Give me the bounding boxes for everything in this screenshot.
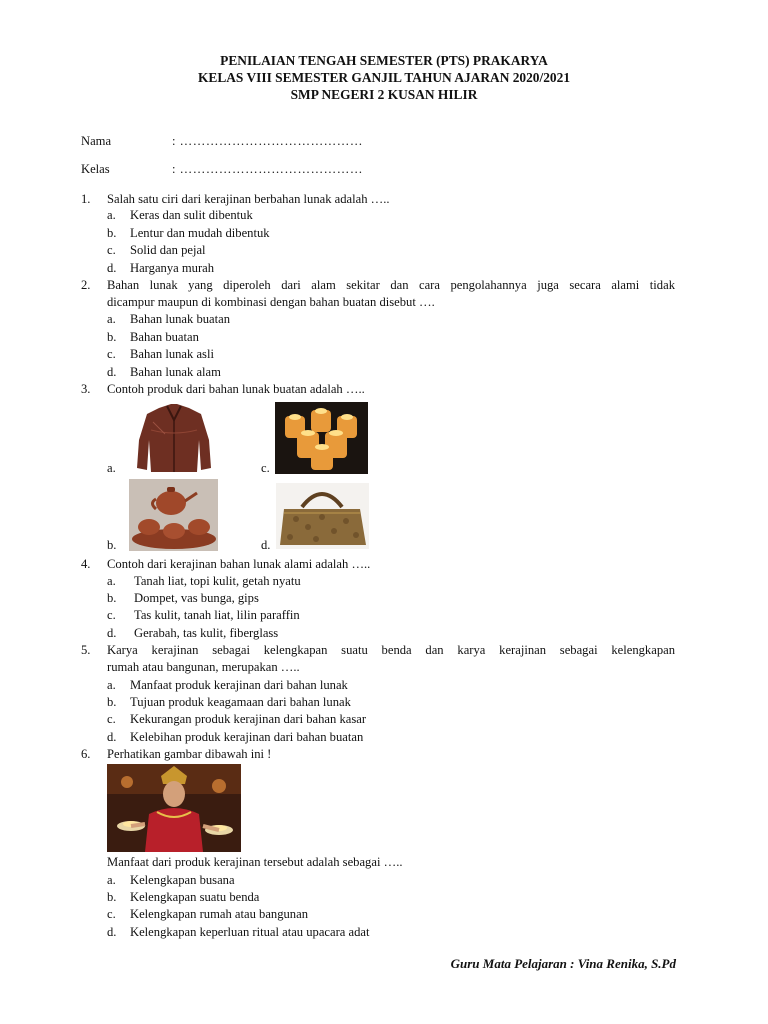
option-letter: d. [261, 538, 271, 552]
option-text: Gerabah, tas kulit, fiberglass [134, 626, 279, 640]
option-text: Bahan lunak buatan [130, 312, 231, 326]
nama-blank: : …………………………………… [172, 134, 363, 148]
question-number: 1. [81, 192, 91, 206]
option-letter: d. [107, 730, 117, 744]
option-text: Manfaat produk kerajinan dari bahan lunak [130, 678, 348, 692]
question-number: 2. [81, 278, 91, 292]
option-text: Bahan lunak asli [130, 347, 214, 361]
option-letter: a. [107, 461, 116, 475]
option-letter: a. [107, 208, 116, 222]
option-letter: a. [107, 678, 116, 692]
candles-image [275, 402, 368, 474]
option-letter: d. [107, 261, 117, 275]
option-letter: c. [107, 608, 116, 622]
option-text: Kelebihan produk kerajinan dari bahan buatan [130, 730, 364, 744]
question-text: Perhatikan gambar dibawah ini ! [107, 747, 272, 761]
option-letter: c. [107, 712, 116, 726]
option-letter: c. [107, 907, 116, 921]
option-text: Bahan buatan [130, 330, 199, 344]
option-text: Keras dan sulit dibentuk [130, 208, 253, 222]
option-letter: c. [261, 461, 270, 475]
question-text-continued: rumah atau bangunan, merupakan ….. [107, 660, 300, 674]
option-letter: b. [107, 538, 117, 552]
option-text: Solid dan pejal [130, 243, 206, 257]
option-letter: b. [107, 890, 117, 904]
question-text: Karya kerajinan sebagai kelengkapan suatu benda dan karya kerajinan sebagai kelengkapan [107, 643, 675, 657]
option-text: Kelengkapan busana [130, 873, 235, 887]
leather-jacket-image [129, 400, 219, 474]
option-letter: a. [107, 873, 116, 887]
option-text: Bahan lunak alam [130, 365, 221, 379]
question-text-continued: dicampur maupun di kombinasi dengan bahan buatan disebut …. [107, 295, 435, 309]
option-text: Dompet, vas bunga, gips [134, 591, 259, 605]
option-text: Lentur dan mudah dibentuk [130, 226, 270, 240]
option-text: Kelengkapan rumah atau bangunan [130, 907, 308, 921]
question-text: Bahan lunak yang diperoleh dari alam sekitar dan cara pengolahannya juga secara alami tidak [107, 278, 675, 292]
option-letter: c. [107, 347, 116, 361]
option-letter: a. [107, 574, 116, 588]
option-letter: b. [107, 226, 117, 240]
option-letter: b. [107, 330, 117, 344]
option-letter: d. [107, 365, 117, 379]
ritual-dancer-image [107, 764, 241, 852]
leather-handbag-image [276, 483, 369, 549]
question-number: 5. [81, 643, 91, 657]
question-number: 3. [81, 382, 91, 396]
option-text: Kekurangan produk kerajinan dari bahan kasar [130, 712, 367, 726]
option-text: Tanah liat, topi kulit, getah nyatu [134, 574, 301, 588]
nama-label: Nama [81, 134, 112, 148]
question-number: 4. [81, 557, 91, 571]
option-text: Tujuan produk keagamaan dari bahan lunak [130, 695, 351, 709]
question-text: Contoh dari kerajinan bahan lunak alami adalah ….. [107, 557, 371, 571]
option-letter: b. [107, 695, 117, 709]
question-number: 6. [81, 747, 91, 761]
question-text: Salah satu ciri dari kerajinan berbahan lunak adalah ….. [107, 192, 390, 206]
question-followup: Manfaat dari produk kerajinan tersebut adalah sebagai ….. [107, 855, 403, 869]
option-text: Tas kulit, tanah liat, lilin paraffin [134, 608, 300, 622]
option-text: Kelengkapan keperluan ritual atau upacara adat [130, 925, 370, 939]
clay-teapot-set-image [129, 479, 218, 551]
kelas-blank: : …………………………………… [172, 162, 363, 176]
option-letter: d. [107, 626, 117, 640]
option-letter: d. [107, 925, 117, 939]
kelas-label: Kelas [81, 162, 110, 176]
option-letter: c. [107, 243, 116, 257]
exam-title: PENILAIAN TENGAH SEMESTER (PTS) PRAKARYA [220, 53, 548, 68]
question-text: Contoh produk dari bahan lunak buatan adalah ….. [107, 382, 365, 396]
teacher-signature-line: Guru Mata Pelajaran : Vina Renika, S.Pd [450, 956, 676, 971]
option-letter: a. [107, 312, 116, 326]
option-letter: b. [107, 591, 117, 605]
option-text: Harganya murah [130, 261, 215, 275]
option-text: Kelengkapan suatu benda [130, 890, 260, 904]
exam-class-year: KELAS VIII SEMESTER GANJIL TAHUN AJARAN 2020/2021 [197, 70, 571, 85]
school-name: SMP NEGERI 2 KUSAN HILIR [290, 87, 478, 102]
